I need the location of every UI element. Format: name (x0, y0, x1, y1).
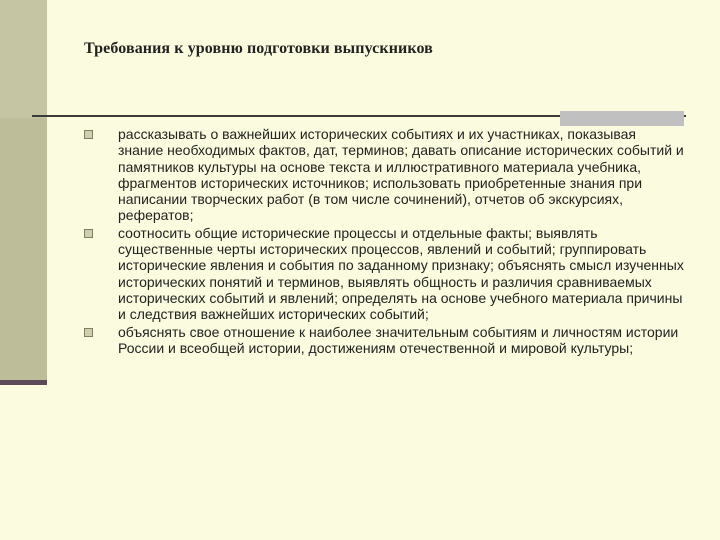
bullet-item-2 (84, 225, 684, 323)
slide-title: Требования к уровню подготовки выпускников (84, 40, 433, 57)
left-band-top-segment (0, 0, 47, 118)
title-divider-block (560, 111, 684, 126)
bullet-text-2: соотносить общие исторические процессы и отдельные факты; выявлять существенные черты исторических процессов, явлений и событий; группировать исторические явления и события по заданному признаку; объяснять смысл изученных исторических понятий и терминов, выявлять общность и различия сравниваемых исторических событий и явлений; определять на основе учебного материала причины и следствия важнейших исторических событий; (118, 224, 684, 323)
bullet-item-3 (84, 324, 684, 357)
bullet-text-1: рассказывать о важнейших исторических событиях и их участниках, показывая знание необходимых фактов, дат, терминов; давать описание исторических событий и памятников культуры на основе текста и иллюстративного материала учебника, фрагментов исторических источников; использовать приобретенные знания при написании творческих работ (в том числе сочинений), отчетов об экскурсиях, рефератов; (118, 126, 684, 224)
bullet-list (84, 126, 684, 357)
bullet-item-1 (84, 126, 684, 224)
left-band-marker (0, 380, 47, 385)
left-band-bottom-segment (0, 385, 47, 540)
square-bullet-icon (84, 328, 93, 337)
square-bullet-icon (84, 130, 93, 139)
bullet-text-3: объяснять свое отношение к наиболее значительным событиям и личностям истории России и всеобщей истории, достижениям отечественной и мировой культуры; (118, 323, 679, 356)
square-bullet-icon (84, 229, 93, 238)
